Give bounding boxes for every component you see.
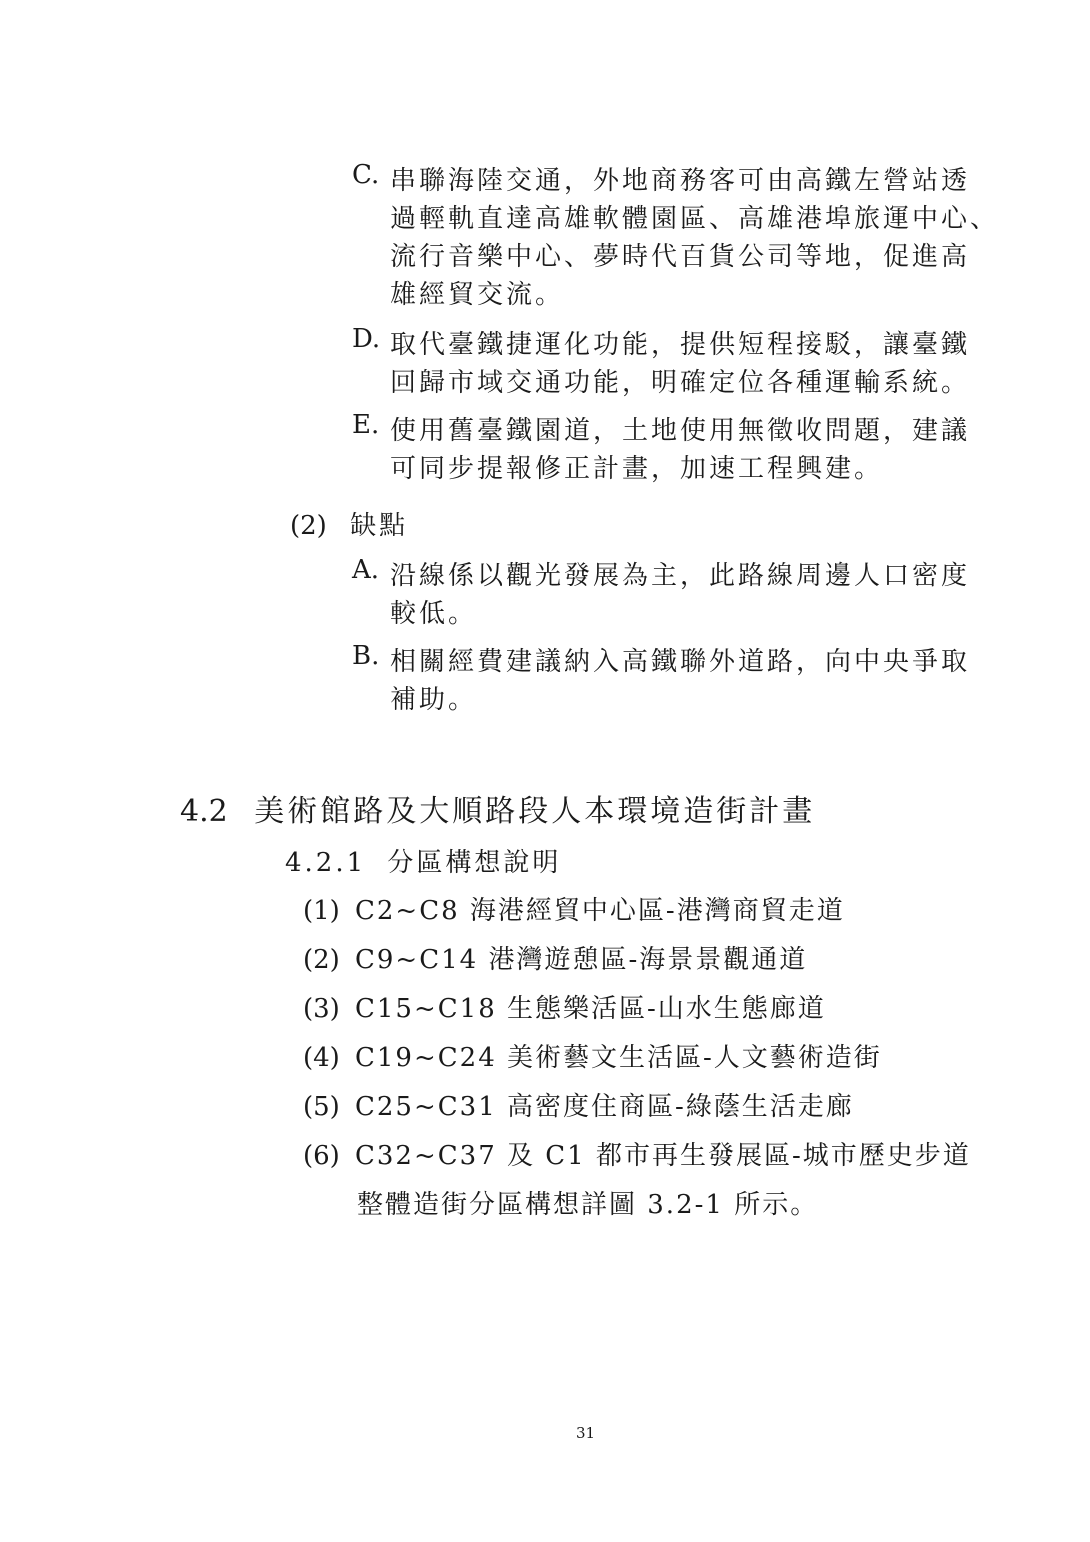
zone-number: (5)	[303, 1092, 340, 1122]
item-line: 流行音樂中心、夢時代百貨公司等地，促進高	[390, 242, 971, 272]
item-label: C.	[352, 160, 380, 190]
zone-number: (6)	[303, 1141, 340, 1171]
zone-text: C32~C37 及 C1 都市再生發展區-城市歷史步道	[355, 1141, 971, 1171]
zone-item	[303, 1037, 882, 1074]
subsection-number: 4.2.1	[285, 848, 367, 878]
heading-text: 缺點	[350, 511, 409, 541]
zone-item	[303, 939, 807, 976]
item-line: 雄經貿交流。	[390, 280, 565, 310]
item-line: 取代臺鐵捷運化功能，提供短程接駁，讓臺鐵	[390, 330, 971, 360]
item-label: D.	[352, 324, 381, 354]
item-label: B.	[352, 641, 380, 671]
item-line: 使用舊臺鐵園道，土地使用無徵收問題，建議	[390, 416, 971, 446]
item-label: A.	[352, 555, 380, 585]
zone-item	[303, 890, 845, 927]
item-line: 相關經費建議納入高鐵聯外道路，向中央爭取	[390, 647, 971, 677]
zone-item	[303, 1086, 854, 1123]
section-title	[180, 786, 815, 830]
zone-text: C19~C24 美術藝文生活區-人文藝術造街	[355, 1043, 882, 1073]
section-title-text: 美術館路及大順路段人本環境造街計畫	[254, 794, 816, 829]
item-line: 回歸市域交通功能，明確定位各種運輸系統。	[390, 368, 971, 398]
heading-number: (2)	[290, 511, 327, 541]
zone-text: C9~C14 港灣遊憩區-海景景觀通道	[355, 945, 808, 975]
closing-sentence: 整體造街分區構想詳圖 3.2-1 所示。	[357, 1190, 819, 1220]
item-line: 補助。	[390, 685, 478, 715]
zone-text: C15~C18 生態樂活區-山水生態廊道	[355, 994, 826, 1024]
zone-text: C25~C31 高密度住商區-綠蔭生活走廊	[355, 1092, 854, 1122]
zone-item	[303, 988, 826, 1025]
section-number: 4.2	[180, 794, 228, 829]
zone-text: C2~C8 海港經貿中心區-港灣商貿走道	[355, 896, 845, 926]
subsection-title	[285, 842, 561, 879]
subsection-title-text: 分區構想說明	[387, 848, 562, 878]
item-line: 較低。	[390, 599, 478, 629]
zone-number: (2)	[303, 945, 340, 975]
zone-number: (4)	[303, 1043, 340, 1073]
zone-number: (1)	[303, 896, 340, 926]
zone-number: (3)	[303, 994, 340, 1024]
page-number: 31	[576, 1424, 596, 1442]
item-line: 過輕軌直達高雄軟體園區、高雄港埠旅運中心、	[390, 204, 1000, 234]
item-label: E.	[352, 410, 380, 440]
disadvantages-heading	[290, 505, 408, 542]
item-line: 沿線係以觀光發展為主，此路線周邊人口密度	[390, 561, 971, 591]
item-line: 可同步提報修正計畫，加速工程興建。	[390, 454, 884, 484]
item-line: 串聯海陸交通，外地商務客可由高鐵左營站透	[390, 166, 971, 196]
zone-item	[303, 1135, 971, 1172]
